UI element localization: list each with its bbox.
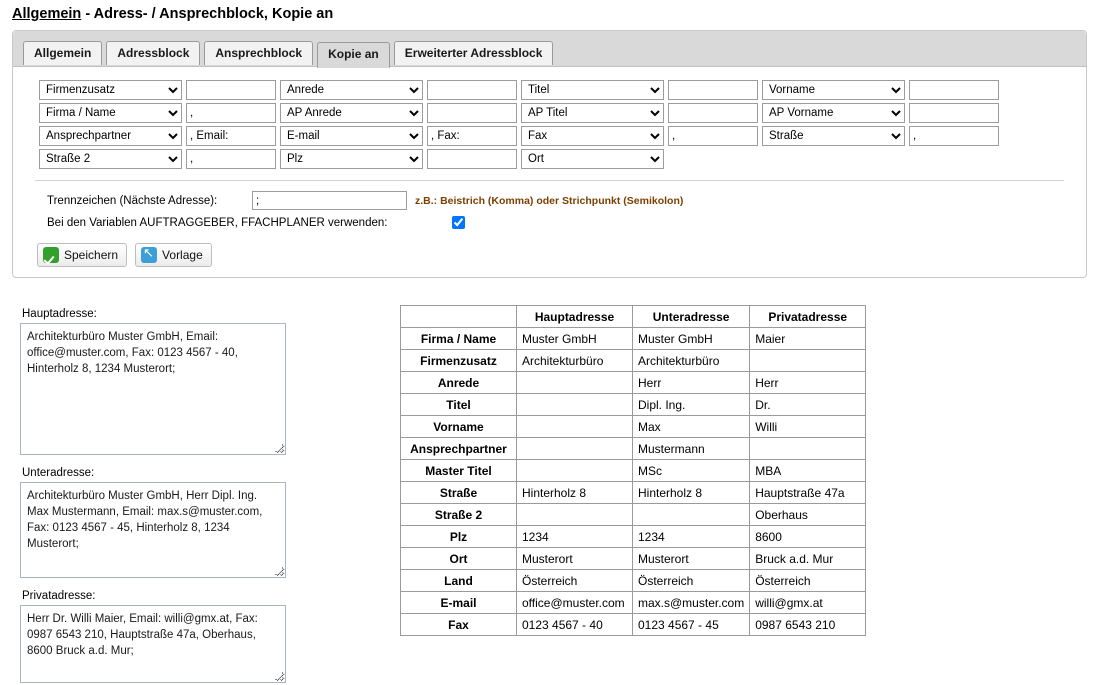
table-cell: Österreich: [750, 570, 866, 592]
preview-label: Hauptadresse:: [22, 308, 97, 320]
table-row-header: Land: [401, 570, 517, 592]
table-cell: office@muster.com: [517, 592, 633, 614]
table-cell: Muster GmbH: [517, 328, 633, 350]
table-row-header: Straße: [401, 482, 517, 504]
field-grid: [35, 77, 1064, 181]
table-cell: [517, 416, 633, 438]
table-cell: Muster GmbH: [633, 328, 750, 350]
table-cell: [517, 460, 633, 482]
tab-allgemein[interactable]: Allgemein: [23, 41, 102, 65]
table-header-row: [401, 306, 866, 328]
field-suffix-input[interactable]: [427, 149, 517, 169]
table-cell: willi@gmx.at: [750, 592, 866, 614]
save-button-label: Speichern: [64, 248, 119, 262]
check-icon: [43, 247, 59, 263]
table-cell: Max: [633, 416, 750, 438]
separator-label: Trennzeichen (Nächste Adresse):: [47, 194, 218, 207]
field-suffix-input[interactable]: [186, 149, 276, 169]
variables-option-row: [47, 216, 1076, 229]
button-row: [23, 235, 1076, 277]
preview-textarea[interactable]: Herr Dr. Willi Maier, Email: willi@gmx.at, Fax: 0987 6543 210, Hauptstraße 47a, Oberhaus, 8600 Bruck a.d. Mur;: [20, 605, 286, 683]
table-row-header: E-mail: [401, 592, 517, 614]
preview-label: Unteradresse:: [22, 467, 95, 479]
field-select[interactable]: [521, 149, 664, 169]
variables-option-label: Bei den Variablen AUFTRAGGEBER, FFACHPLANER verwenden:: [47, 216, 388, 229]
table-row-header: Straße 2: [401, 504, 517, 526]
field-select[interactable]: [762, 80, 905, 100]
table-row: [401, 548, 866, 570]
table-row: [401, 328, 866, 350]
table-cell: Architekturbüro: [633, 350, 750, 372]
template-button[interactable]: [135, 243, 212, 267]
field-suffix-input[interactable]: [909, 103, 999, 123]
field-select[interactable]: [39, 80, 182, 100]
table-cell: [750, 438, 866, 460]
table-row: [401, 438, 866, 460]
template-button-label: Vorlage: [162, 248, 203, 262]
table-cell: [633, 504, 750, 526]
page-title: [0, 0, 1099, 22]
table-row: [401, 482, 866, 504]
spacer: [20, 578, 386, 590]
field-suffix-input[interactable]: [186, 103, 276, 123]
table-cell: Dr.: [750, 394, 866, 416]
table-cell: [517, 504, 633, 526]
table-row: [401, 372, 866, 394]
page-title-main: Allgemein: [12, 6, 82, 22]
table-row-header: Firmenzusatz: [401, 350, 517, 372]
table-cell: Herr: [750, 372, 866, 394]
field-suffix-input[interactable]: [668, 126, 758, 146]
table-cell: 0987 6543 210: [750, 614, 866, 636]
separator-row: [47, 191, 1076, 210]
field-select[interactable]: [521, 103, 664, 123]
table-cell: MSc: [633, 460, 750, 482]
preview-area: [20, 308, 386, 683]
table-row: [401, 394, 866, 416]
tab-adressblock[interactable]: Adressblock: [106, 41, 200, 65]
page-title-sub: - Adress- / Ansprechblock, Kopie an: [81, 6, 334, 22]
table-cell: [517, 438, 633, 460]
field-suffix-input[interactable]: [909, 126, 999, 146]
field-row: [39, 80, 999, 100]
table-cell: Österreich: [517, 570, 633, 592]
address-data-table: [400, 305, 866, 636]
table-cell: Bruck a.d. Mur: [750, 548, 866, 570]
tab-erweiterter-adressblock[interactable]: Erweiterter Adressblock: [394, 41, 554, 65]
table-cell: max.s@muster.com: [633, 592, 750, 614]
separator-hint: z.B.: Beistrich (Komma) oder Strichpunkt (Semikolon): [415, 194, 684, 207]
save-button[interactable]: [37, 243, 127, 267]
table-cell: [750, 350, 866, 372]
table-cell: Mustermann: [633, 438, 750, 460]
preview-textarea[interactable]: Architekturbüro Muster GmbH, Email: office@muster.com, Fax: 0123 4567 - 40, Hinterholz 8, 1234 Musterort;: [20, 323, 286, 455]
field-suffix-input[interactable]: [668, 80, 758, 100]
field-select[interactable]: [521, 126, 664, 146]
table-row-header: Vorname: [401, 416, 517, 438]
field-select[interactable]: [280, 103, 423, 123]
field-row: [39, 126, 999, 146]
field-mapping-area: [13, 67, 1086, 277]
table-cell: Österreich: [633, 570, 750, 592]
table-cell: [517, 372, 633, 394]
table-cell: Willi: [750, 416, 866, 438]
field-suffix-input[interactable]: [909, 80, 999, 100]
table-cell: Architekturbüro: [517, 350, 633, 372]
field-select[interactable]: [280, 149, 423, 169]
field-suffix-input[interactable]: [186, 126, 276, 146]
table-cell: 1234: [517, 526, 633, 548]
spacer: [20, 455, 386, 467]
variables-option-checkbox[interactable]: [452, 216, 465, 229]
table-cell: MBA: [750, 460, 866, 482]
field-suffix-input[interactable]: [427, 80, 517, 100]
table-column-header: Privatadresse: [750, 306, 866, 328]
options-area: [23, 181, 1076, 229]
table-cell: 0123 4567 - 45: [633, 614, 750, 636]
table-row-header: Plz: [401, 526, 517, 548]
table-row-header: Master Titel: [401, 460, 517, 482]
field-select[interactable]: [39, 126, 182, 146]
address-data-table-wrap: [400, 305, 866, 636]
field-select[interactable]: [39, 149, 182, 169]
template-arrow-icon: [141, 247, 157, 263]
table-row-header: Ort: [401, 548, 517, 570]
field-row: [39, 149, 999, 169]
field-suffix-input[interactable]: [186, 80, 276, 100]
table-cell: Oberhaus: [750, 504, 866, 526]
table-column-header: Hauptadresse: [517, 306, 633, 328]
field-select[interactable]: [39, 103, 182, 123]
preview-label: Privatadresse:: [22, 590, 96, 602]
table-row: [401, 570, 866, 592]
table-row: [401, 526, 866, 548]
table-row: [401, 460, 866, 482]
table-cell: Hinterholz 8: [633, 482, 750, 504]
table-row-header: Anrede: [401, 372, 517, 394]
table-cell: Hauptstraße 47a: [750, 482, 866, 504]
table-column-header: [401, 306, 517, 328]
tab-bar: [13, 31, 1086, 67]
field-suffix-input[interactable]: [427, 126, 517, 146]
table-cell: [517, 394, 633, 416]
separator-input[interactable]: [252, 191, 407, 210]
tab-kopie-an[interactable]: Kopie an: [317, 42, 390, 68]
table-row: [401, 592, 866, 614]
settings-panel: [12, 30, 1087, 278]
table-row-header: Firma / Name: [401, 328, 517, 350]
field-select[interactable]: [762, 126, 905, 146]
table-cell: 1234: [633, 526, 750, 548]
table-row-header: Titel: [401, 394, 517, 416]
field-select[interactable]: [280, 126, 423, 146]
field-suffix-input[interactable]: [668, 103, 758, 123]
field-suffix-input[interactable]: [427, 103, 517, 123]
field-select[interactable]: [521, 80, 664, 100]
table-row: [401, 614, 866, 636]
tab-ansprechblock[interactable]: Ansprechblock: [204, 41, 313, 65]
table-cell: Maier: [750, 328, 866, 350]
field-select[interactable]: [280, 80, 423, 100]
table-row: [401, 504, 866, 526]
table-column-header: Unteradresse: [633, 306, 750, 328]
table-row-header: Ansprechpartner: [401, 438, 517, 460]
table-cell: Musterort: [633, 548, 750, 570]
table-row: [401, 350, 866, 372]
preview-textarea[interactable]: Architekturbüro Muster GmbH, Herr Dipl. Ing. Max Mustermann, Email: max.s@muster.com, Fax: 0123 4567 - 45, Hinterholz 8, 1234 Musterort;: [20, 482, 286, 578]
field-row: [39, 103, 999, 123]
table-cell: Herr: [633, 372, 750, 394]
table-row: [401, 416, 866, 438]
field-select[interactable]: [762, 103, 905, 123]
table-cell: Dipl. Ing.: [633, 394, 750, 416]
table-cell: Hinterholz 8: [517, 482, 633, 504]
table-cell: 0123 4567 - 40: [517, 614, 633, 636]
table-cell: Musterort: [517, 548, 633, 570]
field-table: [35, 77, 1003, 172]
table-row-header: Fax: [401, 614, 517, 636]
table-cell: 8600: [750, 526, 866, 548]
